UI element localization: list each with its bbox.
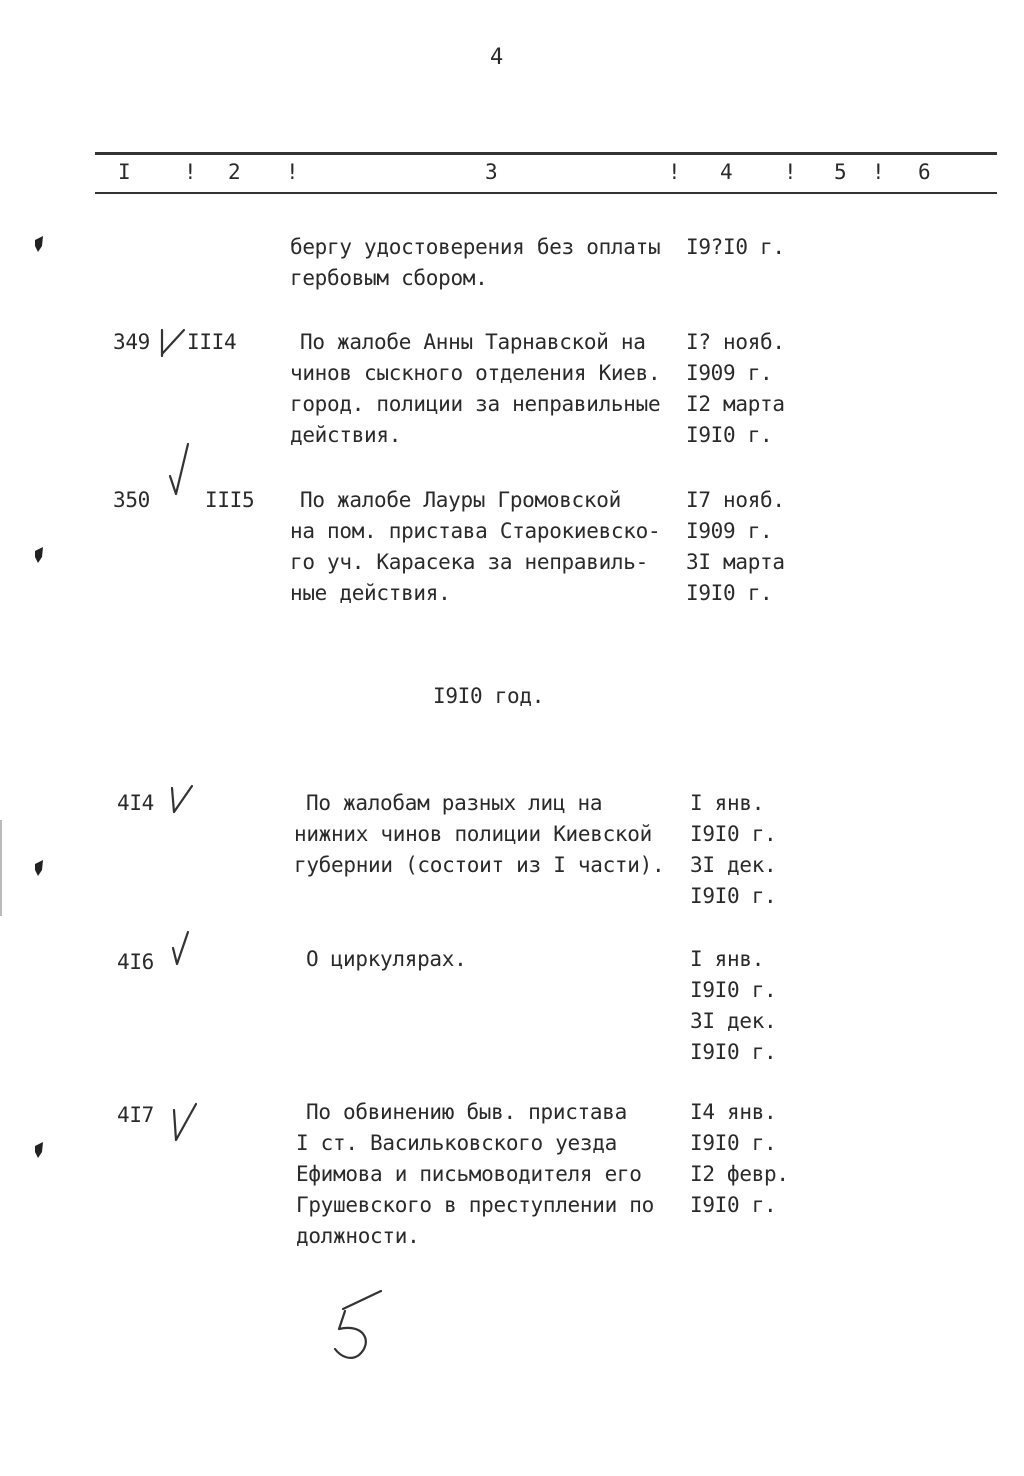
- header-separator: !: [668, 160, 681, 184]
- checkmark-icon: [168, 782, 196, 818]
- entry-title-line: город. полиции за неправильные: [290, 392, 661, 416]
- entry-date-line: I9I0 г.: [686, 581, 773, 605]
- entry-date-line: I9I0 г.: [690, 978, 777, 1002]
- entry-date-line: 3I дек.: [690, 1009, 777, 1033]
- page-number: 4: [490, 45, 504, 70]
- entry-title-line: чинов сыскного отделения Киев.: [290, 361, 661, 385]
- checkmark-icon: [166, 440, 196, 498]
- punch-hole-mark: [32, 234, 46, 254]
- entry-date-line: I янв.: [690, 791, 765, 815]
- header-rule-bottom: [95, 192, 997, 194]
- handwritten-number-5: [325, 1285, 389, 1365]
- entry-old-number: III4: [187, 330, 237, 354]
- entry-date-line: I9I0 г.: [690, 1193, 777, 1217]
- entry-title-line: I ст. Васильковского уезда: [296, 1131, 617, 1155]
- entry-title-line: По обвинению быв. пристава: [306, 1100, 627, 1124]
- punch-hole-mark: [32, 1140, 46, 1160]
- entry-date-line: I9I0 г.: [690, 822, 777, 846]
- entry-title-line: По жалобе Лауры Громовской: [300, 488, 621, 512]
- entry-date-line: I2 марта: [686, 392, 785, 416]
- header-rule-top: [95, 152, 997, 155]
- header-col-4: 4: [720, 160, 733, 184]
- entry-title-line: действия.: [290, 423, 402, 447]
- header-col-1: I: [118, 160, 131, 184]
- entry-date-line: I9I0 г.: [690, 1040, 777, 1064]
- entry-date-line: 3I дек.: [690, 853, 777, 877]
- year-heading: I9I0 год.: [433, 684, 545, 708]
- entry-title-line: По жалобам разных лиц на: [306, 791, 603, 815]
- header-col-3: 3: [485, 160, 498, 184]
- entry-date-line: 3I марта: [686, 550, 785, 574]
- entry-number: 4I6: [117, 950, 155, 974]
- checkmark-icon: [170, 1100, 200, 1144]
- entry-title-line: гербовым сбором.: [290, 266, 488, 290]
- entry-number: 4I7: [117, 1103, 155, 1127]
- entry-title-line: Ефимова и письмоводителя его: [296, 1162, 642, 1186]
- entry-number: 4I4: [117, 791, 155, 815]
- header-separator: !: [286, 160, 299, 184]
- entry-title-line: на пом. пристава Старокиевско-: [290, 519, 661, 543]
- entry-date-line: I2 февр.: [690, 1162, 789, 1186]
- entry-title-line: должности.: [296, 1224, 420, 1248]
- punch-hole-mark: [32, 545, 46, 565]
- entry-date-line: I9I0 г.: [686, 423, 773, 447]
- header-separator: !: [784, 160, 797, 184]
- entry-title-line: ные действия.: [290, 581, 451, 605]
- scan-edge-mark: [0, 820, 2, 916]
- header-col-2: 2: [228, 160, 241, 184]
- entry-date-line: I7 нояб.: [686, 488, 785, 512]
- header-separator: !: [184, 160, 197, 184]
- entry-date-line: I9I0 г.: [690, 1131, 777, 1155]
- checkmark-icon: [170, 928, 194, 968]
- entry-number: 350: [113, 488, 151, 512]
- entry-date-line: I? нояб.: [686, 330, 785, 354]
- entry-date-line: I янв.: [690, 947, 765, 971]
- entry-title-line: бергу удостоверения без оплаты: [290, 235, 661, 259]
- entry-title-line: го уч. Карасека за неправиль-: [290, 550, 648, 574]
- entry-number: 349: [113, 330, 151, 354]
- entry-date-line: I9I0 г.: [690, 884, 777, 908]
- entry-title-line: нижних чинов полиции Киевской: [294, 822, 652, 846]
- entry-old-number: III5: [205, 488, 255, 512]
- entry-date-line: I909 г.: [686, 361, 773, 385]
- entry-title-line: О циркулярах.: [306, 947, 467, 971]
- entry-date-line: I909 г.: [686, 519, 773, 543]
- entry-title-line: По жалобе Анны Тарнавской на: [300, 330, 646, 354]
- entry-date-line: I9?I0 г.: [686, 235, 785, 259]
- header-separator: !: [872, 160, 885, 184]
- header-col-5: 5: [834, 160, 847, 184]
- entry-title-line: Грушевского в преступлении по: [296, 1193, 654, 1217]
- header-col-6: 6: [918, 160, 931, 184]
- entry-title-line: губернии (состоит из I части).: [294, 853, 665, 877]
- entry-date-line: I4 янв.: [690, 1100, 777, 1124]
- punch-hole-mark: [32, 858, 46, 878]
- checkmark-icon: [158, 326, 188, 360]
